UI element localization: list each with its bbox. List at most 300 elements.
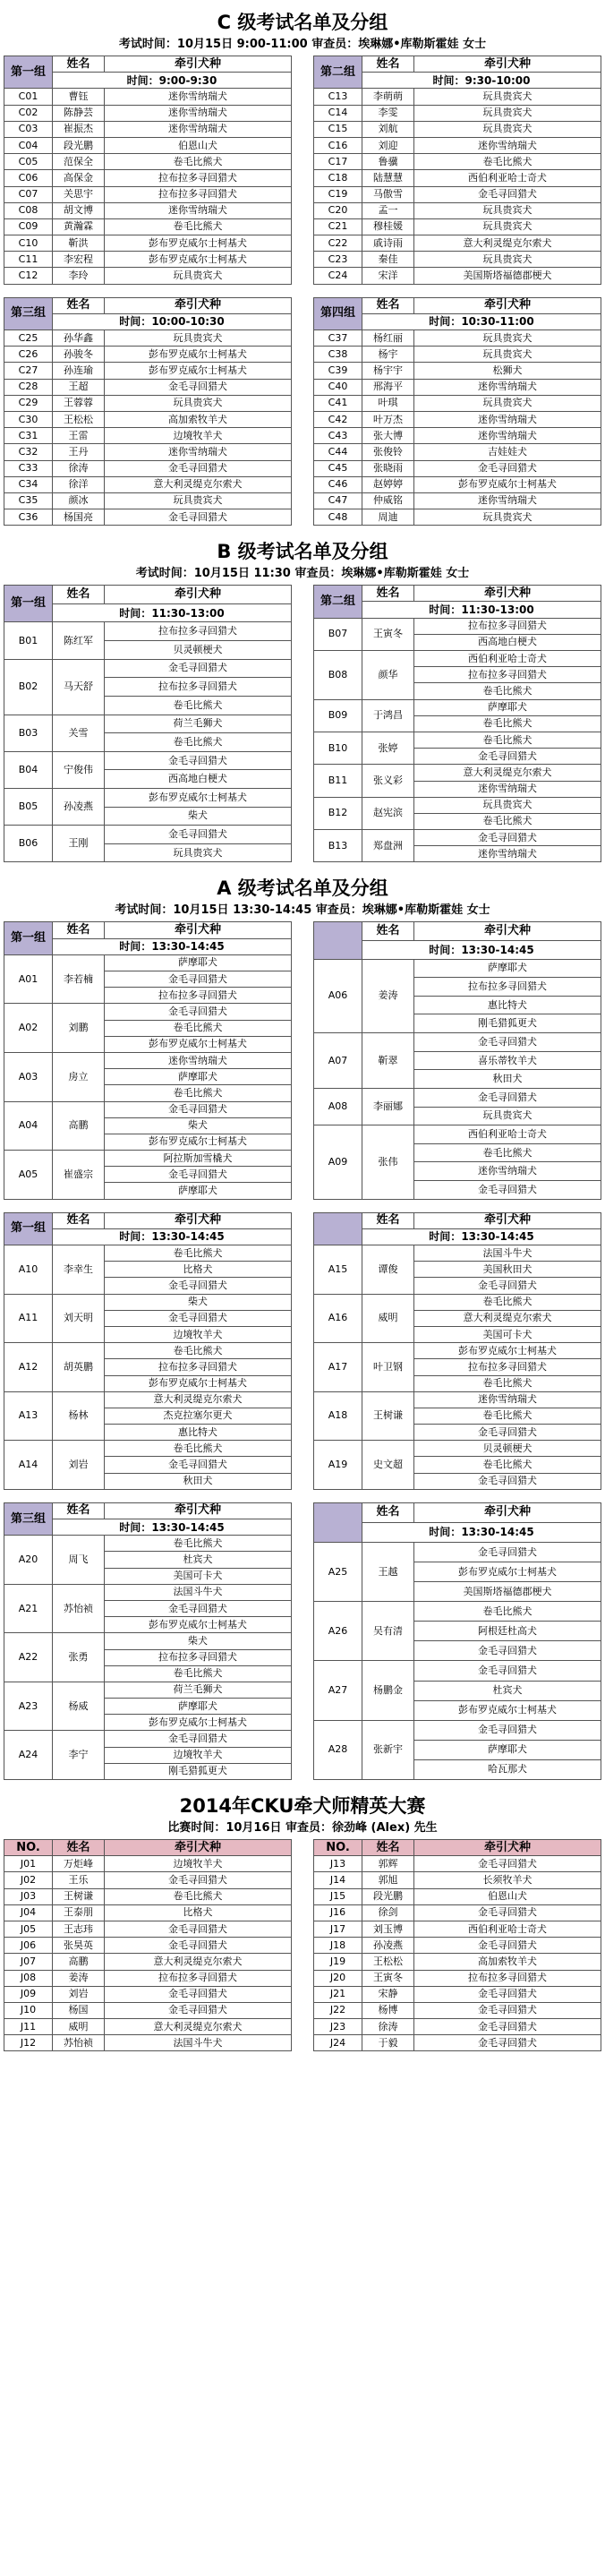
dog-breed: 法国斗牛犬: [105, 2035, 292, 2051]
entry-id: A15: [314, 1245, 362, 1295]
entry-id: C29: [4, 395, 53, 411]
table-row: [4, 1872, 292, 1888]
handler-name: 王志玮: [53, 1921, 105, 1937]
dog-breed: 西高地白梗犬: [414, 634, 601, 650]
entry-id: A24: [4, 1731, 53, 1780]
handler-name: 杨林: [53, 1391, 105, 1441]
entry-id: J14: [314, 1872, 362, 1888]
dog-breed: 萨摩耶犬: [414, 959, 601, 978]
table-row: [314, 1921, 601, 1937]
dog-breed: 卷毛比熊犬: [105, 1085, 292, 1101]
time-value: 9:30-10:00: [464, 73, 531, 87]
group-time: [362, 73, 601, 89]
dog-breed: 金毛寻回猎犬: [414, 1986, 601, 2002]
entry-id: C46: [314, 476, 362, 492]
group-time: [53, 1519, 292, 1536]
entry-id: C12: [4, 268, 53, 284]
dog-breed: 金毛寻回猎犬: [414, 460, 601, 476]
dog-breed: 彭布罗克威尔士柯基犬: [414, 1343, 601, 1359]
table-row: [4, 1101, 292, 1117]
dog-breed: 美国秋田犬: [414, 1262, 601, 1278]
group-header-row: [314, 1502, 601, 1522]
handler-name: 张勇: [53, 1633, 105, 1682]
dog-breed: 玩具贵宾犬: [414, 202, 601, 218]
entry-id: A11: [4, 1294, 53, 1343]
handler-name: 黄瀚霖: [53, 218, 105, 235]
entry-id: B01: [4, 622, 53, 659]
dog-breed: 意大利灵缇克尔索犬: [105, 1391, 292, 1408]
entry-id: C11: [4, 252, 53, 268]
dog-breed: 金毛寻回猎犬: [414, 1425, 601, 1441]
a-pair-1: [4, 921, 601, 1199]
handler-name: 徐涛: [53, 460, 105, 476]
entry-id: A20: [4, 1536, 53, 1585]
dog-breed: 萨摩耶犬: [414, 699, 601, 715]
dog-breed: 金毛寻回猎犬: [414, 1661, 601, 1681]
dog-breed: 金毛寻回猎犬: [105, 1167, 292, 1183]
name-header: 姓名: [362, 1212, 414, 1228]
handler-name: 王雷: [53, 428, 105, 444]
time-label: 时间：: [429, 315, 462, 329]
breed-header: 牵引犬种: [414, 1502, 601, 1522]
handler-name: 张大博: [362, 428, 414, 444]
handler-name: 李若楠: [53, 954, 105, 1004]
table-row: [4, 460, 292, 476]
entry-id: A16: [314, 1294, 362, 1343]
group-time: [362, 313, 601, 329]
entry-id: B04: [4, 751, 53, 788]
entry-id: C25: [4, 330, 53, 347]
entry-id: A06: [314, 959, 362, 1032]
dog-breed: 西伯利亚哈士奇犬: [414, 1125, 601, 1144]
dog-breed: 伯恩山犬: [414, 1888, 601, 1904]
handler-name: 马傲雪: [362, 186, 414, 202]
handler-name: 张婷: [362, 732, 414, 764]
dog-breed: 杰克拉塞尔更犬: [105, 1408, 292, 1424]
dog-breed: 金毛寻回猎犬: [414, 2035, 601, 2051]
table-row: [4, 1294, 292, 1310]
table-row: [314, 363, 601, 379]
a-level-title: A 级考试名单及分组: [217, 877, 388, 900]
breed-header: 牵引犬种: [105, 586, 292, 604]
handler-name: 房立: [53, 1052, 105, 1101]
dog-breed: 刚毛猎狐更犬: [414, 1014, 601, 1033]
handler-name: 段光鹏: [53, 137, 105, 153]
handler-name: 李雯: [362, 105, 414, 121]
handler-name: 杨威: [53, 1682, 105, 1731]
dog-breed: 惠比特犬: [105, 1425, 292, 1441]
entry-id: A10: [4, 1245, 53, 1295]
dog-breed: 边境牧羊犬: [105, 1856, 292, 1872]
entry-id: C22: [314, 235, 362, 252]
handler-name: 关雪: [53, 715, 105, 751]
group-header-row: [4, 56, 292, 73]
handler-name: 姜涛: [53, 1970, 105, 1986]
dog-breed: 迷你雪纳瑞犬: [414, 137, 601, 153]
time-label: 时间：: [429, 1526, 462, 1539]
dog-breed: 长须牧羊犬: [414, 1872, 601, 1888]
table-row: [314, 330, 601, 347]
entry-id: A03: [4, 1052, 53, 1101]
dog-breed: 卷毛比熊犬: [414, 813, 601, 829]
entry-id: J08: [4, 1970, 53, 1986]
handler-name: 颜华: [362, 651, 414, 700]
table-row: [314, 651, 601, 667]
dog-breed: 彭布罗克威尔士柯基犬: [105, 1375, 292, 1391]
table-row: [314, 2002, 601, 2018]
handler-name: 张新宇: [362, 1720, 414, 1779]
handler-name: 周迪: [362, 509, 414, 526]
competition-info: 比赛时间：10月16日 审查员：徐劲峰 (Alex) 先生: [167, 1821, 438, 1835]
group-time: [362, 1522, 601, 1542]
table-row: [4, 1584, 292, 1600]
entry-id: C48: [314, 509, 362, 526]
table-row: [4, 788, 292, 807]
entry-id: C30: [4, 411, 53, 427]
table-row: [4, 363, 292, 379]
handler-name: 史文超: [362, 1441, 414, 1490]
dog-breed: 意大利灵缇克尔索犬: [414, 235, 601, 252]
table-row: [4, 1633, 292, 1649]
entry-id: A01: [4, 954, 53, 1004]
handler-name: 王超: [53, 379, 105, 395]
handler-name: 郭辉: [362, 1856, 414, 1872]
competition-section: [4, 1793, 601, 2051]
entry-id: C20: [314, 202, 362, 218]
dog-breed: 金毛寻回猎犬: [105, 1101, 292, 1117]
handler-name: 王泰朋: [53, 1904, 105, 1921]
group-label: 第四组: [314, 297, 362, 329]
dog-breed: 拉布拉多寻回猎犬: [414, 618, 601, 634]
entry-id: A08: [314, 1088, 362, 1125]
table-row: [4, 1052, 292, 1068]
dog-breed: 金毛寻回猎犬: [414, 1088, 601, 1107]
table-row: [314, 2019, 601, 2035]
dog-breed: 彭布罗克威尔士柯基犬: [105, 235, 292, 252]
table-row: [314, 2035, 601, 2051]
dog-breed: 迷你雪纳瑞犬: [414, 379, 601, 395]
dog-breed: 拉布拉多寻回猎犬: [414, 1970, 601, 1986]
handler-name: 高保金: [53, 170, 105, 186]
c-group-table: [4, 56, 292, 285]
handler-name: 王丹: [53, 444, 105, 460]
dog-breed: 卷毛比熊犬: [414, 1457, 601, 1473]
table-row: [4, 137, 292, 153]
dog-breed: 卷毛比熊犬: [105, 696, 292, 715]
competition-header-row: [4, 1840, 292, 1856]
entry-id: A09: [314, 1125, 362, 1199]
entry-id: C05: [4, 154, 53, 170]
c-group-table: [313, 56, 601, 285]
dog-breed: 金毛寻回猎犬: [105, 659, 292, 678]
handler-name: 王蓉蓉: [53, 395, 105, 411]
dog-breed: 玩具贵宾犬: [414, 509, 601, 526]
table-row: [4, 347, 292, 363]
group-label: 第一组: [4, 922, 53, 954]
dog-breed: 卷毛比熊犬: [105, 1888, 292, 1904]
table-row: [4, 2035, 292, 2051]
entry-id: J03: [4, 1888, 53, 1904]
time-value: 13:30-14:45: [461, 1526, 534, 1539]
name-header: 姓名: [362, 1502, 414, 1522]
entry-id: J05: [4, 1921, 53, 1937]
dog-breed: 迷你雪纳瑞犬: [414, 492, 601, 509]
a-pair-2: [4, 1212, 601, 1490]
time-label: 时间：: [119, 940, 152, 954]
time-value: 13:30-14:45: [151, 940, 225, 954]
dog-breed: 玩具贵宾犬: [414, 218, 601, 235]
time-label: 时间：: [429, 943, 462, 956]
group-time: [53, 73, 292, 89]
entry-id: B09: [314, 699, 362, 732]
table-row: [314, 1661, 601, 1681]
entry-id: C44: [314, 444, 362, 460]
handler-name: 孟一: [362, 202, 414, 218]
table-row: [4, 1004, 292, 1020]
breed-header: 牵引犬种: [414, 297, 601, 313]
dog-breed: 迷你雪纳瑞犬: [414, 411, 601, 427]
competition-table-right: [313, 1839, 601, 2051]
entry-id: C09: [4, 218, 53, 235]
name-header: 姓名: [362, 586, 414, 602]
table-row: [4, 170, 292, 186]
entry-id: J01: [4, 1856, 53, 1872]
entry-id: J12: [4, 2035, 53, 2051]
dog-breed: 金毛寻回猎犬: [414, 1033, 601, 1052]
table-row: [314, 170, 601, 186]
dog-breed: 刚毛猎狐更犬: [105, 1763, 292, 1779]
dog-breed: 玩具贵宾犬: [414, 797, 601, 813]
dog-breed: 金毛寻回猎犬: [105, 751, 292, 770]
dog-breed: 卷毛比熊犬: [414, 1408, 601, 1424]
entry-id: C14: [314, 105, 362, 121]
dog-breed: 玩具贵宾犬: [414, 121, 601, 137]
entry-id: C34: [4, 476, 53, 492]
breed-header: 牵引犬种: [105, 1212, 292, 1228]
entry-id: A14: [4, 1441, 53, 1490]
dog-breed: 阿拉斯加雪橇犬: [105, 1151, 292, 1167]
table-row: [4, 252, 292, 268]
breed-header: 牵引犬种: [105, 297, 292, 313]
group-header-row: [314, 56, 601, 73]
table-row: [4, 1245, 292, 1262]
handler-name: 赵婷婷: [362, 476, 414, 492]
table-row: [4, 1986, 292, 2002]
table-row: [4, 1954, 292, 1970]
dog-breed: 荷兰毛狮犬: [105, 715, 292, 733]
table-row: [4, 1682, 292, 1698]
entry-id: A27: [314, 1661, 362, 1720]
dog-breed: 彭布罗克威尔士柯基犬: [105, 1715, 292, 1731]
dog-breed: 比格犬: [105, 1262, 292, 1278]
group-label: 第三组: [4, 297, 53, 329]
entry-id: A21: [4, 1584, 53, 1633]
entry-id: A05: [4, 1151, 53, 1200]
dog-breed: 迷你雪纳瑞犬: [105, 89, 292, 105]
table-row: [314, 105, 601, 121]
time-value: 13:30-14:45: [151, 1230, 225, 1244]
table-row: [4, 202, 292, 218]
group-time: [53, 938, 292, 954]
no-header: NO.: [314, 1840, 362, 1856]
table-row: [4, 428, 292, 444]
table-row: [4, 715, 292, 733]
entry-id: C32: [4, 444, 53, 460]
group-header-row: [4, 1212, 292, 1228]
dog-breed: 西伯利亚哈士奇犬: [414, 170, 601, 186]
dog-breed: 玩具贵宾犬: [414, 1107, 601, 1125]
dog-breed: 玩具贵宾犬: [105, 268, 292, 284]
table-row: [314, 1391, 601, 1408]
entry-id: C23: [314, 252, 362, 268]
handler-name: 关思宇: [53, 186, 105, 202]
handler-name: 张伟: [362, 1125, 414, 1199]
entry-id: C36: [4, 509, 53, 526]
time-value: 13:30-14:45: [461, 943, 534, 956]
dog-breed: 比格犬: [105, 1904, 292, 1921]
table-row: [4, 105, 292, 121]
entry-id: C26: [4, 347, 53, 363]
dog-breed: 卷毛比熊犬: [414, 1602, 601, 1622]
handler-name: 陈红军: [53, 622, 105, 659]
handler-name: 张晓雨: [362, 460, 414, 476]
group-header-row: [4, 297, 292, 313]
table-row: [4, 89, 292, 105]
handler-name: 靳翠: [362, 1033, 414, 1089]
entry-id: B06: [4, 826, 53, 862]
dog-breed: 卷毛比熊犬: [414, 683, 601, 699]
dog-breed: 彭布罗克威尔士柯基犬: [105, 252, 292, 268]
handler-name: 孙骏冬: [53, 347, 105, 363]
handler-name: 杨宇: [362, 347, 414, 363]
dog-breed: 卷毛比熊犬: [414, 1143, 601, 1162]
dog-breed: 金毛寻回猎犬: [414, 2019, 601, 2035]
table-row: [314, 347, 601, 363]
c-pair-1: [4, 56, 601, 285]
table-row: [314, 699, 601, 715]
b-level-section: [4, 538, 601, 862]
handler-name: 李幸生: [53, 1245, 105, 1295]
handler-name: 杨国: [53, 2002, 105, 2018]
table-row: [4, 1856, 292, 1872]
dog-breed: 卷毛比熊犬: [105, 1343, 292, 1359]
b-group-table: [313, 585, 601, 862]
table-row: [314, 1125, 601, 1144]
handler-name: 威明: [362, 1294, 414, 1343]
a-group-table: [313, 1212, 601, 1490]
handler-name: 刘鹏: [53, 1004, 105, 1053]
entry-id: B05: [4, 788, 53, 825]
handler-name: 郑盘洲: [362, 830, 414, 862]
entry-id: C43: [314, 428, 362, 444]
dog-breed: 玩具贵宾犬: [414, 330, 601, 347]
table-row: [314, 121, 601, 137]
dog-breed: 彭布罗克威尔士柯基犬: [414, 476, 601, 492]
breed-header: 牵引犬种: [105, 1840, 292, 1856]
c-group-table: [313, 297, 601, 526]
handler-name: 孙凌燕: [53, 788, 105, 825]
entry-id: C47: [314, 492, 362, 509]
dog-breed: 金毛寻回猎犬: [414, 186, 601, 202]
entry-id: B12: [314, 797, 362, 829]
group-header-row: [314, 586, 601, 602]
dog-breed: 金毛寻回猎犬: [105, 1938, 292, 1954]
table-row: [4, 330, 292, 347]
a-level-exam-info: 考试时间：10月15日 13:30-14:45 审查员：埃琳娜•库勒斯霍娃 女士: [115, 903, 490, 918]
no-header: NO.: [4, 1840, 53, 1856]
entry-id: C03: [4, 121, 53, 137]
table-row: [314, 1904, 601, 1921]
handler-name: 万炬峰: [53, 1856, 105, 1872]
table-row: [4, 121, 292, 137]
handler-name: 孙凌燕: [362, 1938, 414, 1954]
dog-breed: 边境牧羊犬: [105, 1326, 292, 1342]
dog-breed: 迷你雪纳瑞犬: [414, 1162, 601, 1181]
entry-id: A25: [314, 1542, 362, 1601]
table-row: [4, 218, 292, 235]
c-level-exam-info: 考试时间：10月15日 9:00-11:00 审查员：埃琳娜•库勒斯霍娃 女士: [118, 38, 487, 51]
entry-id: J21: [314, 1986, 362, 2002]
handler-name: 吴有清: [362, 1602, 414, 1661]
competition-pair: [4, 1839, 601, 2051]
entry-id: A26: [314, 1602, 362, 1661]
dog-breed: 拉布拉多寻回猎犬: [414, 978, 601, 997]
time-label: 时间：: [429, 603, 462, 617]
time-label: 时间：: [429, 1230, 462, 1244]
b-pair-1: [4, 585, 601, 862]
entry-id: J02: [4, 1872, 53, 1888]
entry-id: A12: [4, 1343, 53, 1392]
handler-name: 陈静芸: [53, 105, 105, 121]
handler-name: 范保全: [53, 154, 105, 170]
dog-breed: 拉布拉多寻回猎犬: [414, 1359, 601, 1375]
table-row: [4, 2002, 292, 2018]
group-label: [314, 922, 362, 959]
dog-breed: 金毛寻回猎犬: [105, 379, 292, 395]
handler-name: 王寅冬: [362, 1970, 414, 1986]
dog-breed: 伯恩山犬: [105, 137, 292, 153]
dog-breed: 法国斗牛犬: [414, 1245, 601, 1262]
dog-breed: 金毛寻回猎犬: [414, 1641, 601, 1661]
dog-breed: 美国可卡犬: [105, 1568, 292, 1584]
group-label: 第二组: [314, 56, 362, 89]
group-header-row: [314, 297, 601, 313]
group-label: 第二组: [314, 586, 362, 618]
handler-name: 苏怡祯: [53, 1584, 105, 1633]
dog-breed: 金毛寻回猎犬: [105, 1921, 292, 1937]
entry-id: C38: [314, 347, 362, 363]
a-group-table: [313, 921, 601, 1199]
dog-breed: 金毛寻回猎犬: [105, 1986, 292, 2002]
table-row: [314, 1343, 601, 1359]
dog-breed: 迷你雪纳瑞犬: [105, 1052, 292, 1068]
dog-breed: 金毛寻回猎犬: [105, 1457, 292, 1473]
dog-breed: 拉布拉多寻回猎犬: [105, 170, 292, 186]
table-row: [4, 476, 292, 492]
entry-id: J16: [314, 1904, 362, 1921]
table-row: [314, 154, 601, 170]
entry-id: J13: [314, 1856, 362, 1872]
dog-breed: 迷你雪纳瑞犬: [414, 781, 601, 797]
table-row: [4, 411, 292, 427]
dog-breed: 秋田犬: [414, 1070, 601, 1089]
table-row: [4, 1970, 292, 1986]
table-row: [314, 765, 601, 781]
group-time: [362, 602, 601, 618]
handler-name: 郭旭: [362, 1872, 414, 1888]
entry-id: J07: [4, 1954, 53, 1970]
handler-name: 杨宇宇: [362, 363, 414, 379]
